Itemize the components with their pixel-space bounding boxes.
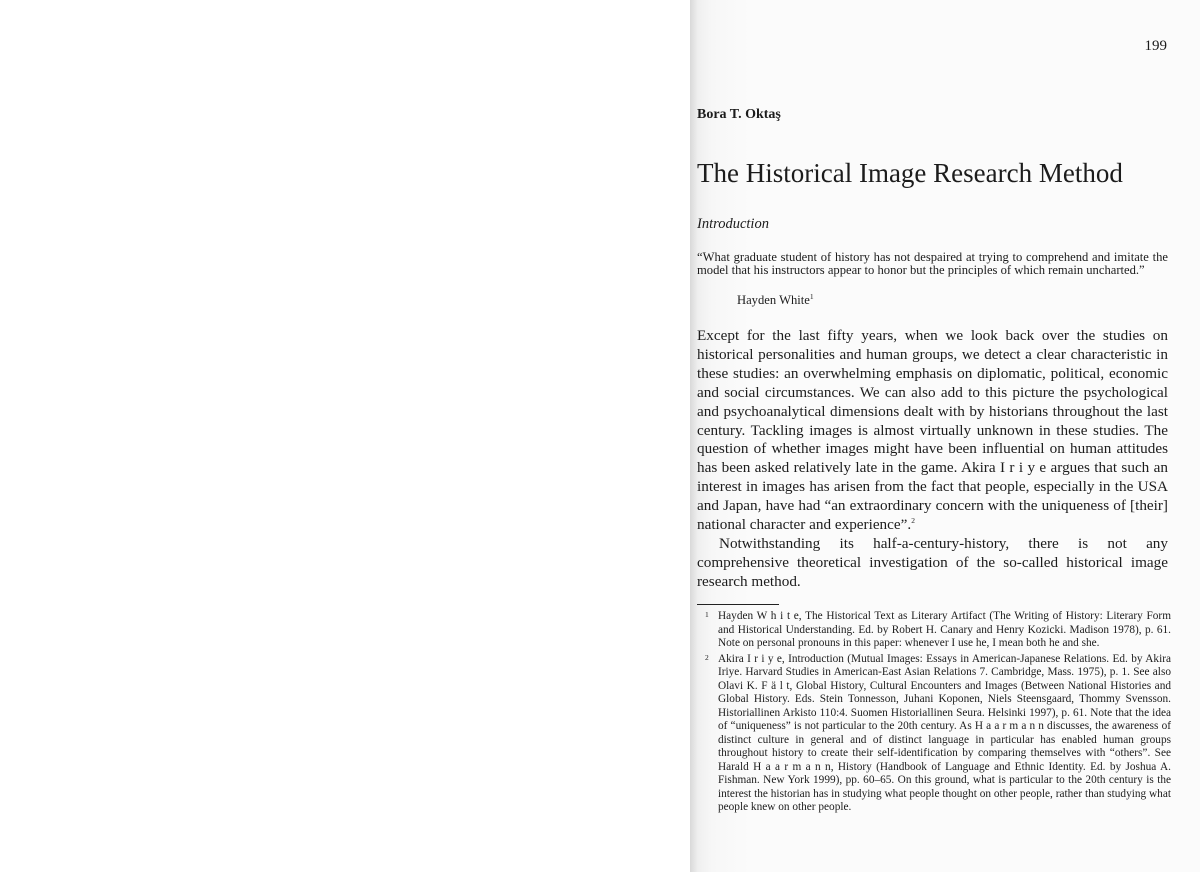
paragraph-1	[697, 327, 1168, 535]
epigraph-author-name: Hayden White	[737, 293, 810, 307]
footnote-divider	[697, 604, 779, 605]
footnote-2	[697, 653, 1171, 815]
footnotes	[697, 610, 1171, 817]
footnote-ref-2: 2	[911, 516, 915, 525]
paragraph-2: Notwithstanding its half-a-century-history, there is not any comprehensive theoretical investigation of the so-called historical image research method.	[697, 534, 1168, 590]
footnote-marker: 1	[705, 610, 709, 619]
author-name: Bora T. Oktaş	[697, 107, 781, 122]
body-text	[697, 327, 1168, 592]
footnote-text: Akira I r i y e, Introduction (Mutual Images: Essays in American-Japanese Relations. Ed. by Akira Iriye. Harvard Studies in American-East Asian Relations 7. Cambridge, Mass. 1975), p. 1. See also Olavi K. F ä l t, Global History, Cultural Encounters and Images (Between National Histories and Global History. Eds. Stein Tonnesson, Juhani Koponen, Niels Steensgaard, Thommy Svensson. Historiallinen Arkisto 110:4. Suomen Historiallinen Seura. Helsinki 1997), p. 61. Note that the idea of “uniqueness” is not particular to the 20th century. As H a a r m a n n discusses, the awareness of distinct culture in general and of distinct language in particular has enabled human groups throughout history to create their self-identification by comparing themselves with “others”. See Harald H a a r m a n n, History (Handbook of Language and Ethnic Identity. Ed. by Joshua A. Fishman. New York 1999), pp. 60–65. On this ground, what is particular to the 20th century is the interest the historian has in studying what people thought on other people, rather than studying what people knew on other people.	[718, 652, 1171, 813]
footnote-ref-1: 1	[809, 291, 814, 301]
footnote-marker: 2	[705, 652, 709, 662]
footnote-1	[697, 610, 1171, 651]
article-title: The Historical Image Research Method	[697, 158, 1123, 188]
section-heading: Introduction	[697, 216, 769, 232]
page-number: 199	[1144, 38, 1167, 54]
epigraph-quote: “What graduate student of history has not despaired at trying to comprehend and imitate the model that his instructors appear to honor but the principles of which remain uncharted.”	[697, 250, 1168, 278]
footnote-text: Hayden W h i t e, The Historical Text as Literary Artifact (The Writing of History: Literary Form and Historical Understanding. Ed. by Robert H. Canary and Henry Kozicki. Madison 1978), p. 61. Note on personal pronouns in this paper: whenever I use he, I mean both he and she.	[718, 610, 1171, 649]
epigraph-attribution	[737, 293, 814, 308]
paragraph-1-text: Except for the last fifty years, when we look back over the studies on historical personalities and human groups, we detect a clear characteristic in these studies: an overwhelming emphasis on diplomatic, political, economic and social circumstances. We can also add to this picture the psychological and psychoanalytical dimensions dealt with by historians throughout the last century. Tackling images is almost virtually unknown in these studies. The question of whether images might have been influential on human attitudes has been asked relatively late in the game. Akira I r i y e argues that such an interest in images has arisen from the fact that people, especially in the USA and Japan, have had “an extraordinary concern with the uniqueness of [their] national character and experience”.	[697, 327, 1168, 534]
